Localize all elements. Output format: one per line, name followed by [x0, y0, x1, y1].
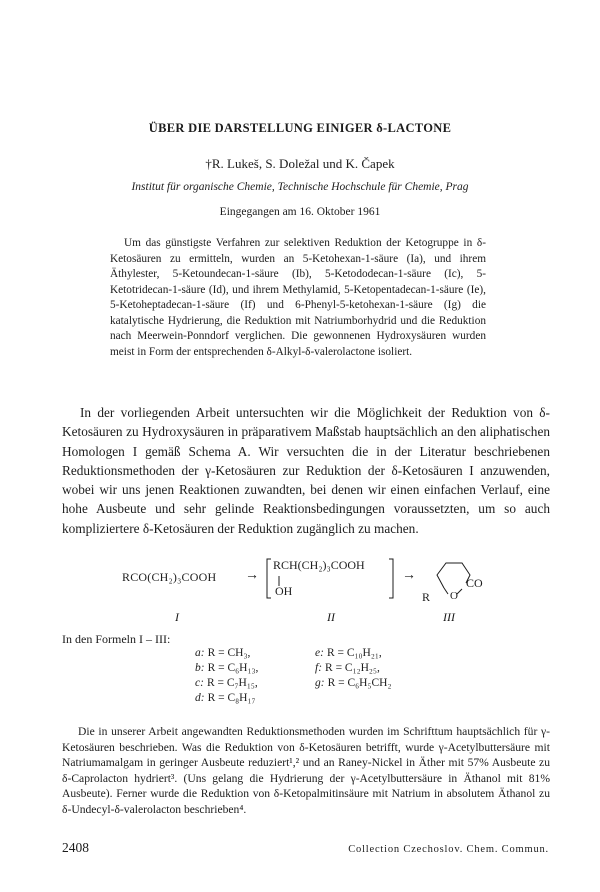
compound-ii-hydroxyl: OH	[275, 584, 293, 598]
r-group-item: c: R = C₇H₁₅,	[195, 677, 258, 689]
article-title: ÜBER DIE DARSTELLUNG EINIGER δ-LACTONE	[148, 121, 452, 135]
body-paragraph	[62, 724, 550, 817]
reaction-scheme	[100, 556, 530, 628]
r-group-column-left	[195, 646, 258, 706]
r-group-item: d: R = C₈H₁₇	[195, 692, 256, 704]
abstract	[110, 236, 486, 360]
journal-name: Collection Czechoslov. Chem. Commun.	[348, 844, 549, 855]
label-compound-ii: II	[327, 610, 335, 624]
received-date: Eingegangen am 16. Oktober 1961	[219, 206, 381, 218]
lactone-oxygen: O	[450, 590, 458, 602]
body-paragraph-text: Die in unserer Arbeit angewandten Reduktionsmethoden wurden im Schrifttum hauptsächlich für γ-Ketosäuren beschrieben. Was die Reduktion von δ-Ketosäuren betrifft, wurde γ-Acetylbuttersäure mit Natriumamalgam in geringer Ausbeute reduziert¹,² und an Raney-Nickel in Äther mit 57% Ausbeute zu δ-Caprolacton hydriert³. (Uns gelang die Hydrierung der γ-Acetylbuttersäure in Äthanol mit 81% Ausbeute). Ferner wurde die Reduktion von δ-Ketopalmitinsäure mit Natrium in absolutem Äthanol zu δ-Undecyl-δ-valerolacton beschrieben⁴.	[62, 725, 550, 816]
label-compound-i: I	[175, 610, 179, 624]
formula-legend-label: In den Formeln I – III:	[62, 632, 171, 646]
label-compound-iii: III	[443, 610, 455, 624]
r-group-item: f: R = C₁₂H₂₅,	[315, 662, 380, 674]
r-group-item: e: R = C₁₀H₂₁,	[315, 647, 382, 659]
abstract-text: Um das günstigste Verfahren zur selektiven Reduktion der Ketogruppe in δ-Ketosäuren zu ermitteln, wurden an 5-Ketohexan-1-säure (Ia), und ihrem Äthylester, 5-Ketoundecan-1-säure (Ib), 5-Ketododecan-1-säure (Ic), 5-Ketotridecan-1-säure (Id), und ihrem Methylamid, 5-Ketopentadecan-1-säure (Ie), 5-Ketoheptadecan-1-säure (If) und 6-Phenyl-5-ketohexan-1-säure (Ig) die katalytische Hydrierung, die Reduktion mit Natriumborhydrid und die Reduktion nach Meerwein-Ponndorf verglichen. Die gewonnenen Hydroxysäuren wurden meist in Form der entsprechenden δ-Alkyl-δ-valerolactone isoliert.	[110, 237, 486, 358]
intro-text: In der vorliegenden Arbeit untersuchten wir die Möglichkeit der Reduktion von δ-Ketosäuren zu Hydroxysäuren in präparativem Maßstab hauptsächlich an den aliphatischen Homologen I gemäß Schema A. Wir versuchten die in der Literatur beschriebenen Reduktionsmethoden der γ-Ketosäuren zur Reduktion der δ-Ketosäuren I anzuwenden, wobei wir uns jenen Reaktionen zuwandten, bei denen wir einen einfachen Verlauf, eine hohe Ausbeute und sehr gelinde Reaktionsbedingungen voraussetzten, um so auch kompliziertere δ-Ketosäuren der Reduktion zugänglich zu machen.	[62, 405, 550, 536]
compound-i-formula: RCO(CH₂)₃COOH	[122, 570, 217, 584]
r-group-column-right	[315, 646, 391, 691]
arrow-2: →	[402, 568, 416, 583]
r-group-item: a: R = CH₃,	[195, 647, 251, 659]
institution: Institut für organische Chemie, Technische Hochschule für Chemie, Prag	[131, 181, 469, 193]
r-group-item: g: R = C₆H₅CH₂	[315, 677, 392, 689]
page-number: 2408	[62, 840, 89, 855]
authors: †R. Lukeš, S. Doležal und K. Čapek	[205, 156, 395, 171]
lactone-carbonyl: CO	[466, 576, 483, 590]
introduction	[62, 403, 550, 538]
lactone-r-group: R	[422, 590, 431, 604]
r-group-item: b: R = C₆H₁₃,	[195, 662, 259, 674]
compound-ii-formula: RCH(CH₂)₃COOH	[273, 558, 365, 572]
arrow-1: →	[245, 568, 259, 583]
